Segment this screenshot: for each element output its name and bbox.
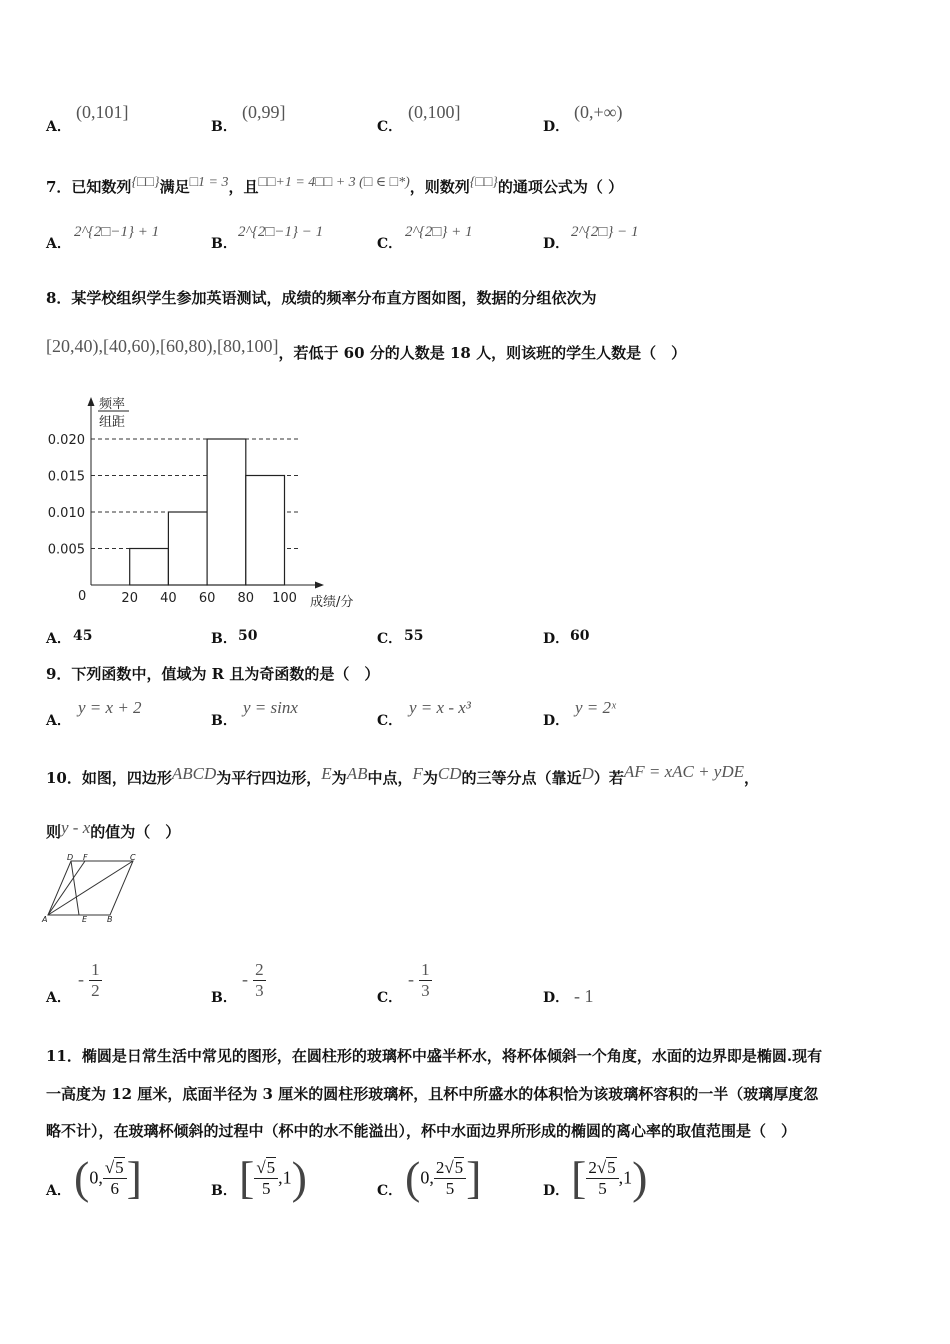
q11-option-c-value xyxy=(405,1152,482,1203)
q10-option-a-label: A． xyxy=(46,990,71,1006)
q10-t1: 10．如图，四边形 xyxy=(46,769,172,787)
x-tick-label-4: 80 xyxy=(237,591,255,606)
histogram-bar-2 xyxy=(168,512,207,585)
q10-option-b-den: 3 xyxy=(255,981,264,1000)
q7-option-d-value: 2^{2□} − 1 xyxy=(571,224,639,240)
q10-t3: 为 xyxy=(331,769,347,787)
y-label-bottom: 组距 xyxy=(99,415,126,430)
q11-option-d-fraction: $\frac{2√5}{5}$ xyxy=(586,1158,618,1199)
q11-option-a-pre: 0, xyxy=(89,1167,103,1188)
q7-cond1: □1 = 3 xyxy=(189,175,229,190)
segment-af xyxy=(48,861,85,915)
q7-seq-a: {□□} xyxy=(131,175,160,190)
q7-text-b: 满足 xyxy=(159,178,190,196)
q6-option-a-label: A． xyxy=(46,119,71,135)
q11-line1: 11．椭圆是日常生活中常见的图形，在圆柱形的玻璃杯中盛半杯水，将杯体倾斜一个角度，水面的边界即是椭圆.现有 xyxy=(46,1047,823,1065)
q9-option-b-label: B． xyxy=(211,713,237,729)
q11-option-c-fraction: $\frac{2√5}{5}$ xyxy=(434,1158,466,1199)
q10-t10: 的值为（ ） xyxy=(90,823,181,841)
q9-option-c-value: y = x - x³ xyxy=(409,698,471,717)
q10-option-c-value xyxy=(408,960,432,1001)
q10-option-c-num: 1 xyxy=(421,960,430,979)
q8-option-d-label: D． xyxy=(543,631,570,647)
q10-t9: 则 xyxy=(46,823,62,841)
q11-option-b-label: B． xyxy=(211,1183,237,1199)
q11-option-d-value xyxy=(571,1152,648,1203)
q10-stem-line1 xyxy=(46,762,759,788)
q8-option-a-value: 45 xyxy=(73,628,93,644)
q10-parallelogram-figure xyxy=(40,852,150,926)
q10-m9: y - x xyxy=(61,818,91,837)
q11-option-b-fraction: $\frac{√5}{5}$ xyxy=(254,1158,278,1199)
y-label-top: 频率 xyxy=(99,397,126,412)
q11-option-a-label: A． xyxy=(46,1183,71,1199)
x-tick-label-3: 60 xyxy=(198,591,216,606)
q7-option-c-label: C． xyxy=(377,236,403,252)
q10-option-d-label: D． xyxy=(543,990,570,1006)
histogram-bars xyxy=(130,439,285,585)
q6-option-c-value: (0,100] xyxy=(408,102,461,122)
q7-text-d: ，则数列 xyxy=(409,178,470,196)
q7-stem xyxy=(46,174,623,197)
q6-option-b-value: (0,99] xyxy=(242,102,286,122)
point-label-b: B xyxy=(107,915,113,924)
q9-option-c-label: C． xyxy=(377,713,403,729)
q8-option-b-label: B． xyxy=(211,631,237,647)
q10-t8: ， xyxy=(744,769,760,787)
histogram-bar-4 xyxy=(246,476,285,586)
point-label-f: F xyxy=(83,853,88,862)
q8-line1: 8．某学校组织学生参加英语测试，成绩的频率分布直方图如图，数据的分组依次为 xyxy=(46,289,597,307)
q11-option-c-coef: 2 xyxy=(435,1157,445,1177)
histogram-bar-3 xyxy=(207,439,246,585)
q7-text-c: ，且 xyxy=(228,178,259,196)
q11-option-d-label: D． xyxy=(543,1183,570,1199)
q6-option-a-value: (0,101] xyxy=(76,102,129,122)
q11-option-d-right-bracket: ) xyxy=(632,1152,648,1203)
q10-option-b-sign: - xyxy=(242,969,248,989)
q10-option-a-sign: - xyxy=(78,969,84,989)
q11-option-a-value xyxy=(74,1152,142,1203)
q7-option-c-value: 2^{2□} + 1 xyxy=(405,224,473,240)
q11-line2: 一高度为 12 厘米，底面半径为 3 厘米的圆柱形玻璃杯，且杯中所盛水的体积恰为该玻璃杯容积的一半（玻璃厚度忽 xyxy=(46,1085,819,1103)
q11-line3: 略不计），在玻璃杯倾斜的过程中（杯中的水不能溢出），杯中水面边界所形成的椭圆的离心率的取值范围是（ ） xyxy=(46,1122,797,1140)
q10-option-a-den: 2 xyxy=(91,981,100,1000)
q8-option-c-value: 55 xyxy=(404,628,424,644)
y-axis-arrow xyxy=(88,397,95,406)
q10-option-d-value: - 1 xyxy=(574,986,594,1006)
q10-option-a-fraction xyxy=(89,960,102,1001)
q10-option-a-num: 1 xyxy=(91,960,100,979)
q10-m2: E xyxy=(321,764,332,783)
q11-option-c-right-bracket: ] xyxy=(466,1152,482,1203)
q8-option-d-value: 60 xyxy=(570,628,590,644)
q7-option-a-label: A． xyxy=(46,236,71,252)
q10-t6: 的三等分点（靠近 xyxy=(461,769,582,787)
q8-option-c-label: C． xyxy=(377,631,403,647)
q10-option-c-sign: - xyxy=(408,969,414,989)
q11-option-d-coef: 2 xyxy=(588,1157,597,1177)
q8-option-b-value: 50 xyxy=(238,628,258,644)
y-tick-label-2: 0.010 xyxy=(47,506,85,521)
q11-option-a-den: 6 xyxy=(110,1178,119,1198)
q7-option-a-value: 2^{2□−1} + 1 xyxy=(74,224,160,240)
q8-line2: ，若低于 60 分的人数是 18 人，则该班的学生人数是（ ） xyxy=(278,344,687,362)
q11-option-a-radicand: 5 xyxy=(115,1157,124,1177)
q11-option-d-left-bracket: [ xyxy=(571,1152,587,1203)
x-tick-label-5: 100 xyxy=(272,591,297,606)
q8-groups: [20,40),[40,60),[60,80),[80,100] xyxy=(46,336,279,356)
q7-seq-b: {□□} xyxy=(469,175,498,190)
q8-option-a-label: A． xyxy=(46,631,71,647)
q10-option-b-value xyxy=(242,960,266,1001)
q9-option-a-value: y = x + 2 xyxy=(78,698,142,717)
q11-option-c-pre: 0, xyxy=(420,1167,434,1188)
q11-option-c-label: C． xyxy=(377,1183,403,1199)
q11-option-c-left-bracket: ( xyxy=(405,1152,421,1203)
q8-histogram xyxy=(40,388,380,618)
q10-option-a-value xyxy=(78,960,102,1001)
q7-text-a: 7．已知数列 xyxy=(46,178,132,196)
q11-option-d-den: 5 xyxy=(598,1178,607,1198)
q11-option-b-value xyxy=(239,1152,307,1203)
q6-option-d-value: (0,+∞) xyxy=(574,102,623,122)
q10-m1: ABCD xyxy=(171,764,217,783)
point-label-e: E xyxy=(82,915,88,924)
q11-option-b-radicand: 5 xyxy=(266,1157,276,1177)
q11-option-a-left-bracket: ( xyxy=(74,1152,90,1203)
y-tick-label-1: 0.005 xyxy=(47,542,85,558)
q10-option-c-den: 3 xyxy=(421,981,430,1000)
segment-de xyxy=(71,861,79,915)
histogram-bar-1 xyxy=(130,549,169,586)
q11-option-d-post: ,1 xyxy=(618,1167,633,1188)
q10-m4: F xyxy=(412,764,423,783)
q11-option-a-fraction: $\frac{√5}{6}$ xyxy=(103,1158,127,1199)
q10-t4: 中点， xyxy=(367,769,413,787)
q6-option-d-label: D． xyxy=(543,119,570,135)
q6-option-b-label: B． xyxy=(211,119,237,135)
q7-option-d-label: D． xyxy=(543,236,570,252)
q7-option-b-label: B． xyxy=(211,236,237,252)
q7-option-b-value: 2^{2□−1} − 1 xyxy=(238,224,324,240)
q10-option-b-num: 2 xyxy=(255,960,264,979)
q10-option-c-fraction xyxy=(419,960,432,1001)
q9-option-a-label: A． xyxy=(46,713,71,729)
x-tick-label-1: 20 xyxy=(121,591,138,606)
q9-option-d-value: y = 2ˣ xyxy=(575,698,616,717)
q11-option-c-den: 5 xyxy=(445,1178,455,1198)
q8-line2-wrap xyxy=(46,336,686,363)
q10-t7: ）若 xyxy=(593,769,624,787)
segment-ac xyxy=(48,861,133,915)
q10-t2: 为平行四边形， xyxy=(216,769,322,787)
q11-option-b-post: ,1 xyxy=(278,1167,292,1188)
q10-m3: AB xyxy=(346,764,368,783)
origin-label: 0 xyxy=(78,589,87,604)
q9-option-d-label: D． xyxy=(543,713,570,729)
q10-m6: D xyxy=(581,764,594,783)
y-tick-label-4: 0.020 xyxy=(47,433,85,448)
x-tick-label-2: 40 xyxy=(160,591,177,606)
q10-option-b-fraction xyxy=(253,960,266,1001)
q7-text-e: 的通项公式为（ ） xyxy=(497,178,624,196)
point-label-d: D xyxy=(67,853,74,862)
q11-option-b-right-bracket: ) xyxy=(291,1152,307,1203)
q9-option-b-value: y = sinx xyxy=(243,698,298,717)
x-axis-arrow xyxy=(315,582,324,589)
q11-option-a-right-bracket: ] xyxy=(126,1152,142,1203)
q10-option-b-label: B． xyxy=(211,990,237,1006)
q6-option-c-label: C． xyxy=(377,119,403,135)
q11-option-d-radicand: 5 xyxy=(607,1157,616,1177)
q11-option-c-radicand: 5 xyxy=(454,1157,464,1177)
q7-cond2: □□+1 = 4□□ + 3 (□ ∈ □*) xyxy=(258,175,410,190)
q11-option-b-left-bracket: [ xyxy=(239,1152,255,1203)
q10-option-c-label: C． xyxy=(377,990,403,1006)
q10-t5: 为 xyxy=(422,769,438,787)
q11-option-b-den: 5 xyxy=(262,1178,271,1198)
x-axis-label: 成绩/分 xyxy=(310,595,354,610)
q10-stem-line2 xyxy=(46,818,180,842)
point-label-c: C xyxy=(130,853,136,862)
q9-stem: 9．下列函数中，值域为 R 且为奇函数的是（ ） xyxy=(46,665,380,683)
point-label-a: A xyxy=(42,915,48,924)
q10-m7: AF = xAC + yDE xyxy=(623,762,745,781)
q10-m5: CD xyxy=(437,764,462,783)
y-tick-label-3: 0.015 xyxy=(47,469,85,485)
